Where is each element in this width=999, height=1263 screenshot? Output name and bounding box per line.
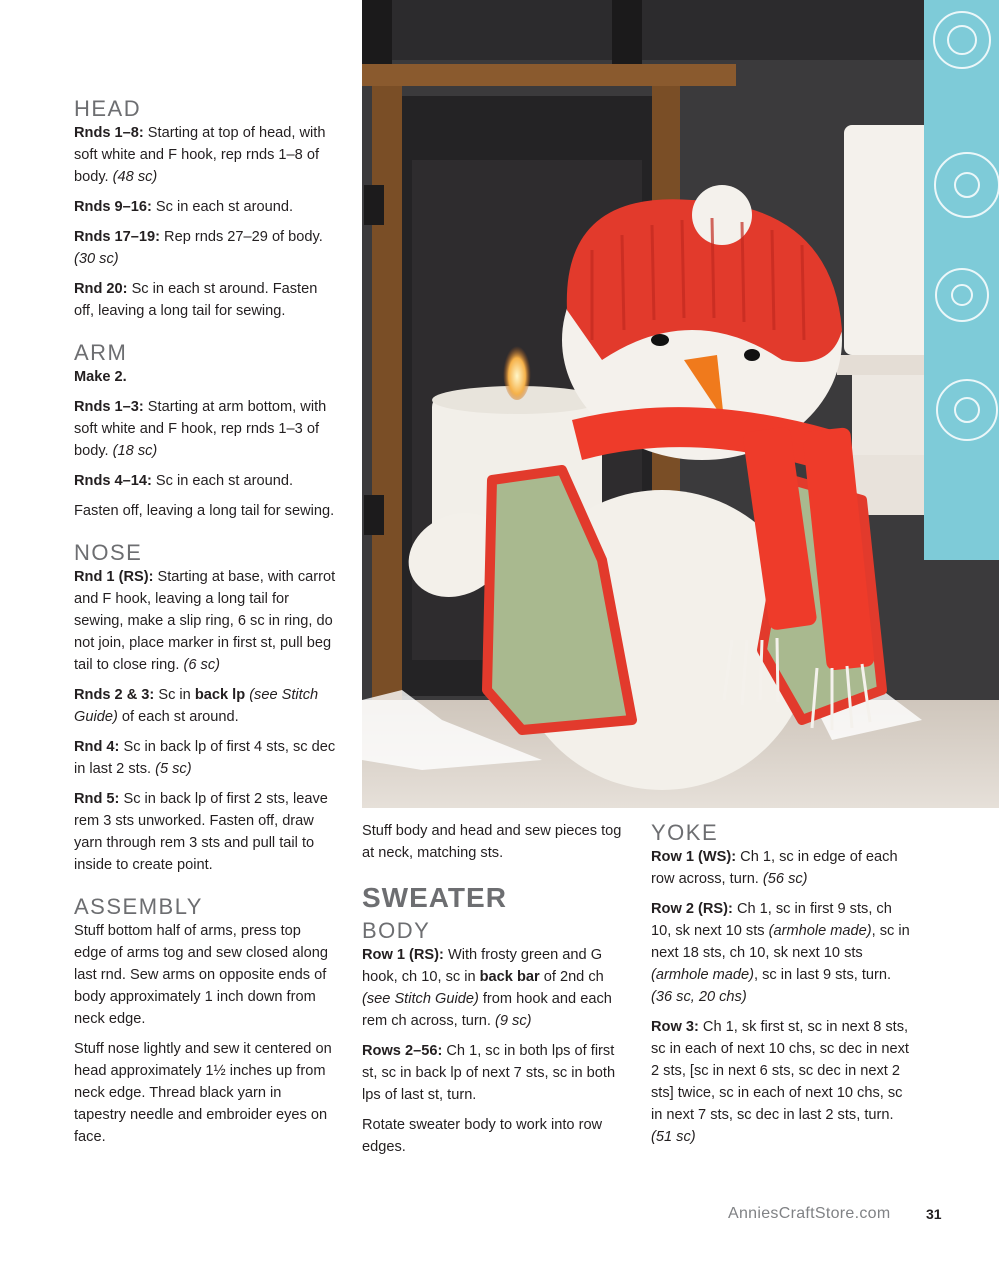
footer-website[interactable]: AnniesCraftStore.com: [728, 1205, 891, 1222]
mid-paragraph-stuff: Stuff body and head and sew pieces tog at neck, matching sts.: [362, 823, 622, 861]
nose-round-4: Rnd 5: Sc in back lp of first 2 sts, leave rem 3 sts unworked. Fasten off, draw yarn through rem 3 sts and pull tail to inside to create point.: [74, 791, 328, 873]
section-heading-head: HEAD: [74, 96, 142, 121]
page-number: 31: [926, 1206, 942, 1222]
middle-column: [362, 820, 624, 1166]
assembly-paragraph-2: Stuff nose lightly and sew it centered on head approximately 1½ inches up from neck edge. Thread black yarn in tapestry needle and embroider eyes on face.: [74, 1041, 332, 1145]
head-round-1: Rnds 1–8: Starting at top of head, with soft white and F hook, rep rnds 1–8 of body. (48 sc): [74, 125, 326, 185]
body-rotate: Rotate sweater body to work into row edges.: [362, 1117, 603, 1155]
section-heading-assembly: ASSEMBLY: [74, 894, 203, 919]
section-heading-nose: NOSE: [74, 540, 143, 565]
head-round-4: Rnd 20: Sc in each st around. Fasten off, leaving a long tail for sewing.: [74, 281, 318, 319]
yoke-row-2: Row 2 (RS): Ch 1, sc in first 9 sts, ch 10, sk next 10 sts (armhole made), sc in next 18 sts, ch 10, sk next 10 sts (armhole made), sc in last 9 sts, turn. (36 sc, 20 chs): [651, 901, 910, 1005]
arm-round-1: Rnds 1–3: Starting at arm bottom, with soft white and F hook, rep rnds 1–3 of body. (18 sc): [74, 399, 327, 459]
nose-round-1: Rnd 1 (RS): Starting at base, with carrot and F hook, leaving a long tail for sewing, make a slip ring, 6 sc in ring, do not join, place marker in first st, pull beg tail to close ring. (6 sc): [74, 569, 336, 673]
left-column: [74, 96, 336, 1156]
snowman-photo: [362, 0, 999, 808]
head-round-3: Rnds 17–19: Rep rnds 27–29 of body. (30 sc): [74, 229, 323, 267]
right-column: [651, 820, 913, 1156]
snowman-illustration: [362, 0, 999, 808]
yoke-row-1: Row 1 (WS): Ch 1, sc in edge of each row across, turn. (56 sc): [651, 849, 898, 887]
arm-round-2: Rnds 4–14: Sc in each st around.: [74, 473, 294, 489]
body-row-2: Rows 2–56: Ch 1, sc in both lps of first st, sc in back lp of next 7 sts, sc in both lps of last st, turn.: [362, 1043, 616, 1103]
assembly-paragraph-1: Stuff bottom half of arms, press top edge of arms tog and sew closed along last rnd. Sew arms on opposite ends of body approximately 1 inch down from neck edge.: [74, 923, 328, 1027]
nose-round-3: Rnd 4: Sc in back lp of first 4 sts, sc dec in last 2 sts. (5 sc): [74, 739, 336, 777]
section-heading-arm: ARM: [74, 340, 128, 365]
section-heading-sweater: SWEATER: [362, 882, 507, 913]
head-round-2: Rnds 9–16: Sc in each st around.: [74, 199, 294, 215]
section-heading-body: BODY: [362, 918, 431, 943]
arm-make: Make 2.: [74, 369, 127, 385]
nose-round-2: Rnds 2 & 3: Sc in back lp (see Stitch Guide) of each st around.: [74, 687, 319, 725]
section-heading-yoke: YOKE: [651, 820, 719, 845]
arm-fasten: Fasten off, leaving a long tail for sewing.: [74, 503, 335, 519]
body-row-1: Row 1 (RS): With frosty green and G hook, ch 10, sc in back bar of 2nd ch (see Stitch Guide) from hook and each rem ch across, turn. (9 sc): [362, 947, 612, 1029]
yoke-row-3: Row 3: Ch 1, sk first st, sc in next 8 sts, sc in each of next 10 chs, sc dec in next 2 sts, [sc in next 6 sts, sc dec in next 2 sts] twice, sc in each of next 10 chs, sc in next 7 sts, sc dec in last 2 sts, turn. (51 sc): [651, 1019, 909, 1145]
